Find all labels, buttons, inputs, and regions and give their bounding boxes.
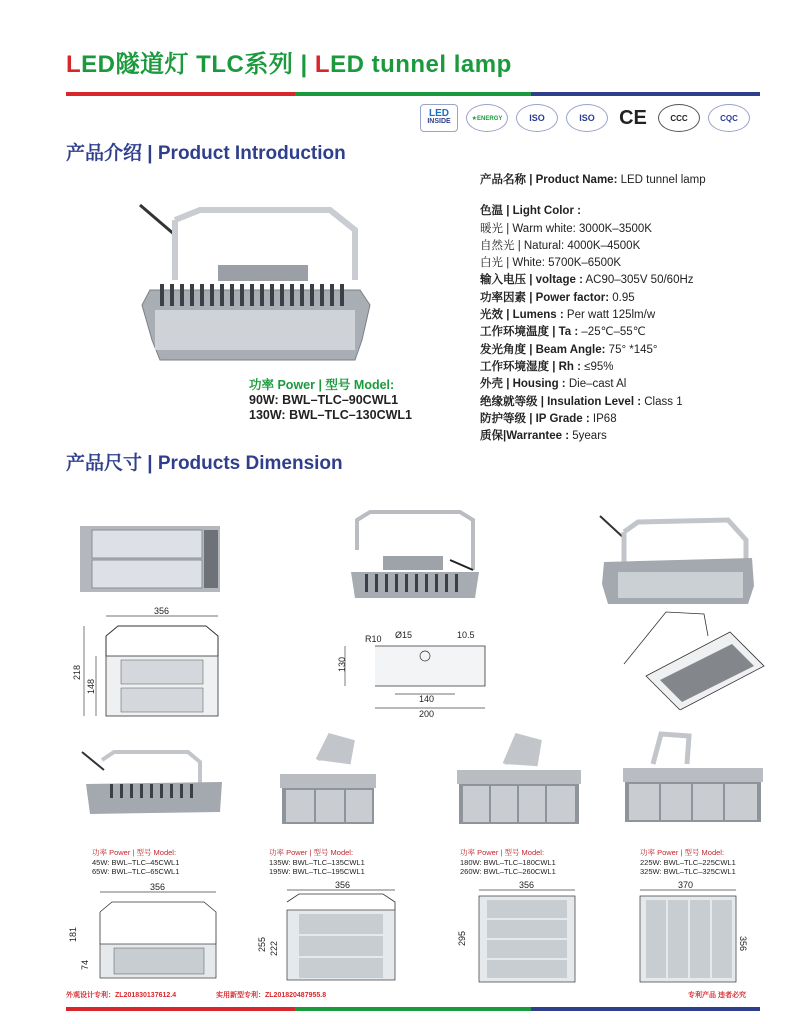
caption-line: 135W: BWL–TLC–135CWL1 bbox=[269, 857, 365, 867]
dim-a-w: 356 bbox=[150, 882, 166, 892]
caption-b bbox=[269, 848, 365, 877]
spec-ta bbox=[480, 324, 780, 341]
dim-140: 140 bbox=[419, 694, 435, 704]
title-letter-l-2: L bbox=[314, 51, 331, 78]
dim-a-h2: 74 bbox=[80, 959, 90, 970]
caption-line: 180W: BWL–TLC–180CWL1 bbox=[460, 857, 556, 867]
spec-voltage bbox=[480, 272, 780, 289]
spec-value: IP68 bbox=[589, 412, 617, 425]
spec-warrantee bbox=[480, 428, 780, 445]
dim-c-h: 295 bbox=[457, 930, 467, 946]
drawing-c bbox=[455, 880, 585, 986]
caption-head: 功率 Power | 型号 Model: bbox=[460, 848, 545, 857]
spec-key: 产品名称 | Product Name: bbox=[480, 174, 618, 186]
spec-value: 5years bbox=[569, 430, 607, 443]
spec-key: 外壳 | Housing : bbox=[480, 378, 566, 391]
spec-value: LED tunnel lamp bbox=[617, 174, 706, 186]
rule-red bbox=[66, 1007, 295, 1011]
dim-b-h1: 255 bbox=[257, 936, 267, 952]
drawing-d bbox=[632, 880, 762, 986]
footer-notice: 专利产品 违者必究 bbox=[688, 992, 746, 999]
certification-logos bbox=[420, 104, 750, 132]
dim-c-w: 356 bbox=[519, 880, 535, 890]
dim-r10: R10 bbox=[365, 634, 382, 644]
spec-key: 光效 | Lumens : bbox=[480, 309, 564, 322]
caption-line: 65W: BWL–TLC–65CWL1 bbox=[92, 867, 180, 876]
dim-356: 356 bbox=[154, 606, 170, 616]
spec-key: 防护等级 | IP Grade : bbox=[480, 412, 590, 425]
small-model-photo-a bbox=[80, 746, 225, 818]
model-line-1: 90W: BWL–TLC–90CWL1 bbox=[249, 393, 399, 407]
spec-value: Per watt 125lm/w bbox=[563, 309, 656, 322]
spec-housing bbox=[480, 376, 780, 393]
spec-white: 白光 | White: 5700K–6500K bbox=[480, 257, 622, 270]
cqc-mark-icon: CQC bbox=[708, 104, 750, 132]
footer-patent-2: 实用新型专利：ZL201820487955.8 bbox=[216, 992, 327, 999]
model-line-2: 130W: BWL–TLC–130CWL1 bbox=[249, 408, 412, 422]
drawing-a bbox=[66, 882, 226, 982]
small-model-photo-c bbox=[455, 730, 583, 830]
dim-b-w: 356 bbox=[335, 880, 351, 890]
dim-b-h2: 222 bbox=[269, 940, 279, 956]
caption-line: 325W: BWL–TLC–325CWL1 bbox=[640, 867, 736, 876]
iso-9001-icon: ISO bbox=[516, 104, 558, 132]
spec-ip-grade bbox=[480, 411, 780, 428]
spec-key: 绝缘就等级 | Insulation Level : bbox=[480, 395, 642, 408]
spec-value: Die–cast Al bbox=[565, 378, 627, 391]
caption-c bbox=[460, 848, 556, 877]
caption-line: 195W: BWL–TLC–195CWL1 bbox=[269, 867, 365, 876]
dim-a-h1: 181 bbox=[68, 926, 78, 942]
spec-value: 75° *145° bbox=[605, 343, 658, 356]
side-dimension-drawing bbox=[335, 624, 495, 720]
caption-line: 225W: BWL–TLC–225CWL1 bbox=[640, 857, 736, 867]
front-view-photo bbox=[345, 510, 485, 608]
iso-wireframe-drawing bbox=[620, 606, 768, 710]
header-rule bbox=[66, 92, 760, 96]
title-part-1: ED隧道灯 TLC系列 | bbox=[81, 51, 315, 78]
page-title bbox=[66, 44, 512, 79]
caption-a bbox=[92, 848, 179, 877]
spec-value: Class 1 bbox=[641, 395, 683, 408]
spec-power-factor bbox=[480, 290, 780, 307]
led-inside-icon: LED INSIDE bbox=[420, 104, 458, 132]
spec-value: 0.95 bbox=[609, 291, 635, 304]
title-part-2: ED tunnel lamp bbox=[330, 51, 512, 78]
model-info bbox=[249, 378, 412, 423]
caption-line: 260W: BWL–TLC–260CWL1 bbox=[460, 867, 556, 876]
spec-natural: 自然光 | Natural: 4000K–4500K bbox=[480, 239, 641, 252]
spec-color-key: 色温 | Light Color : bbox=[480, 205, 581, 218]
ccc-mark-icon: CCC bbox=[658, 104, 700, 132]
caption-head: 功率 Power | 型号 Model: bbox=[640, 848, 725, 857]
caption-head: 功率 Power | 型号 Model: bbox=[269, 848, 354, 857]
spec-beam-angle bbox=[480, 342, 780, 359]
drawing-b bbox=[255, 880, 405, 984]
dim-218: 218 bbox=[72, 664, 82, 680]
spec-lumens bbox=[480, 307, 780, 324]
iso-14001-icon: ISO bbox=[566, 104, 608, 132]
spec-key: 输入电压 | voltage : bbox=[480, 274, 583, 287]
small-model-photo-d bbox=[623, 728, 763, 828]
spec-value: ≤95% bbox=[580, 360, 614, 373]
model-heading: 功率 Power | 型号 Model: bbox=[249, 378, 395, 392]
rule-blue bbox=[531, 1007, 760, 1011]
small-model-photo-b bbox=[278, 730, 378, 830]
dimension-heading: 产品尺寸 | Products Dimension bbox=[66, 453, 343, 474]
energy-star-icon: ★ENERGY bbox=[466, 104, 508, 132]
dim-d-h: 356 bbox=[738, 936, 748, 952]
dim-148: 148 bbox=[86, 678, 96, 694]
caption-d bbox=[640, 848, 736, 877]
top-view-photo bbox=[80, 522, 220, 596]
footer-patent-1: 外观设计专利：ZL201830137612.4 bbox=[66, 992, 177, 999]
caption-head: 功率 Power | 型号 Model: bbox=[92, 848, 177, 857]
spec-key: 工作环境温度 | Ta : bbox=[480, 326, 579, 339]
spec-product-name bbox=[480, 172, 780, 189]
dim-d15: Ø15 bbox=[395, 630, 413, 640]
dim-200: 200 bbox=[419, 709, 435, 719]
front-dimension-drawing bbox=[66, 606, 242, 718]
rule-blue bbox=[531, 92, 760, 96]
spec-key: 功率因素 | Power factor: bbox=[480, 291, 610, 304]
spec-key: 质保|Warrantee : bbox=[480, 430, 570, 443]
title-letter-l: L bbox=[66, 51, 82, 78]
spec-value: –25℃–55℃ bbox=[578, 326, 646, 339]
spec-warm: 暖光 | Warm white: 3000K–3500K bbox=[480, 222, 652, 235]
spec-key: 发光角度 | Beam Angle: bbox=[480, 343, 606, 356]
dim-d-w: 370 bbox=[678, 880, 694, 890]
rule-red bbox=[66, 92, 295, 96]
rule-green bbox=[295, 92, 531, 96]
footer-rule bbox=[66, 1007, 760, 1011]
spec-rh bbox=[480, 359, 780, 376]
spec-list bbox=[480, 172, 780, 445]
caption-line: 45W: BWL–TLC–45CWL1 bbox=[92, 857, 180, 867]
dim-10-5: 10.5 bbox=[457, 630, 475, 640]
spec-key: 工作环境湿度 | Rh : bbox=[480, 360, 581, 373]
angle-view-photo bbox=[598, 512, 758, 607]
main-product-image bbox=[130, 200, 380, 375]
ce-mark-icon: CE bbox=[619, 106, 647, 129]
dim-130: 130 bbox=[337, 656, 347, 672]
rule-green bbox=[295, 1007, 531, 1011]
spec-value: AC90–305V 50/60Hz bbox=[582, 274, 694, 287]
intro-heading: 产品介绍 | Product Introduction bbox=[66, 143, 346, 164]
spec-insulation bbox=[480, 394, 780, 411]
